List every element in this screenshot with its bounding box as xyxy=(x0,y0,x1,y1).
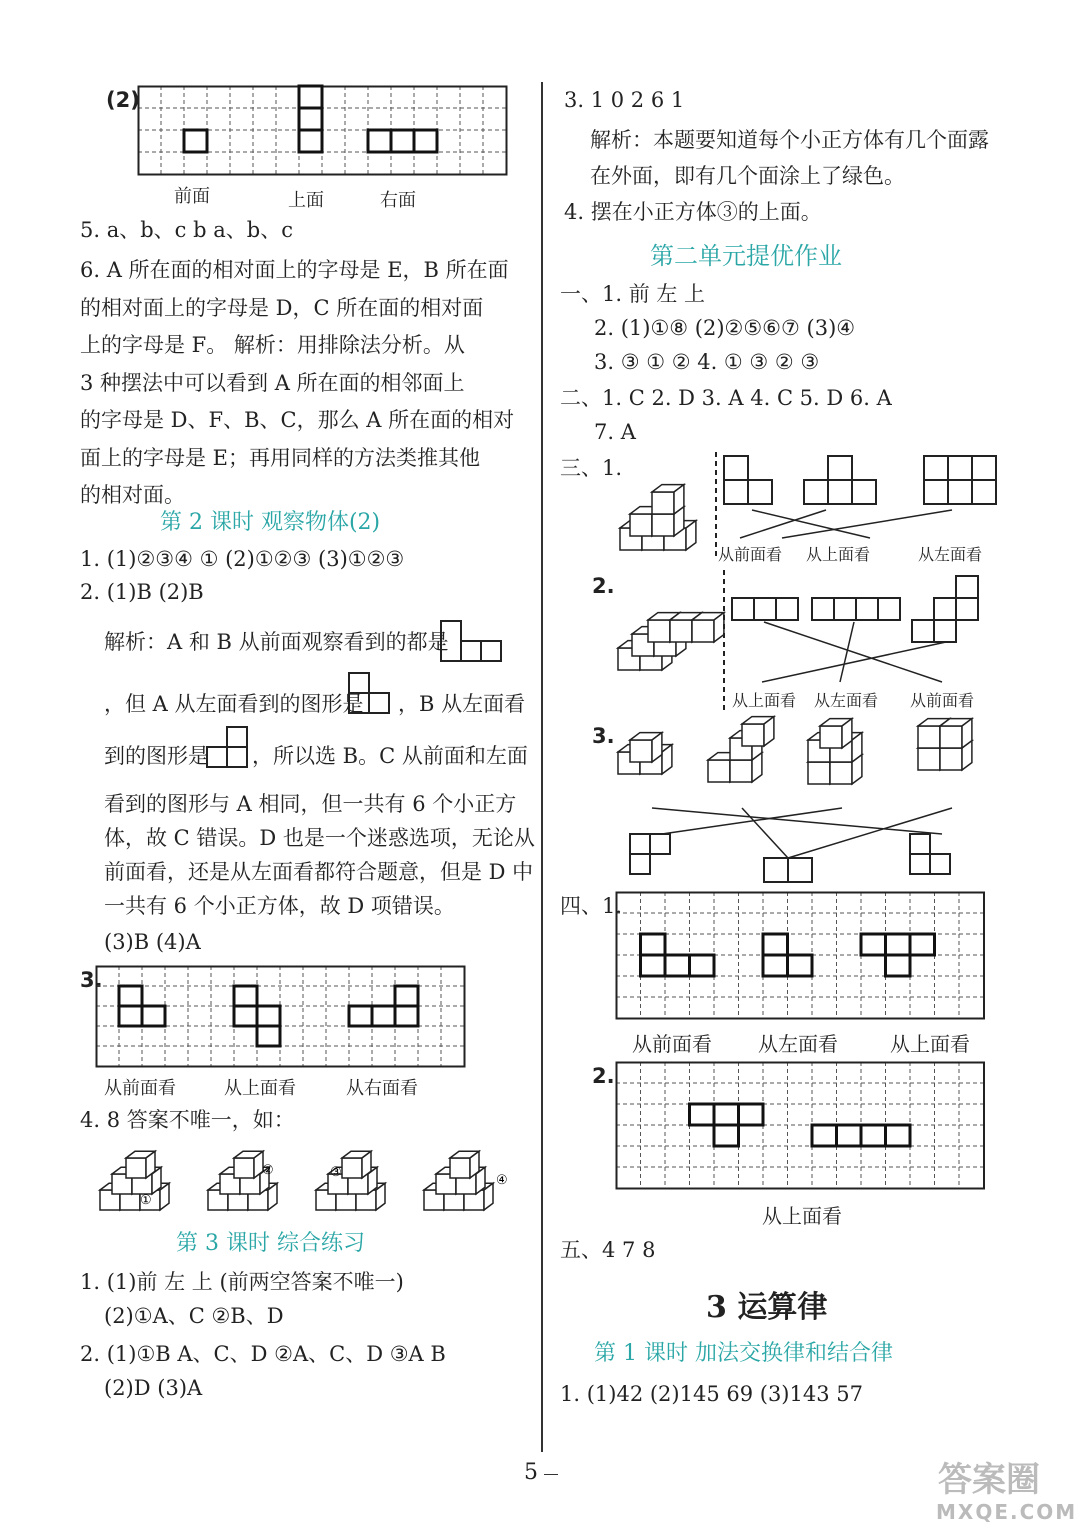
view-label: 从前面看 xyxy=(104,1078,176,1099)
shape-left-a xyxy=(348,672,398,718)
cube-front xyxy=(830,762,852,784)
match-line xyxy=(782,510,952,538)
view-label: 从上面看 xyxy=(762,1204,842,1228)
r-answer-3: 3. 1 0 2 6 1 xyxy=(564,88,685,112)
view-label: 从上面看 xyxy=(890,1032,970,1056)
cube-front xyxy=(342,1158,362,1178)
shaded-cell xyxy=(391,130,414,152)
view-square xyxy=(828,480,852,504)
shaded-cell xyxy=(739,1104,764,1125)
l2-analysis: ，所以选 B。C 从前面和左面 xyxy=(252,744,528,768)
view-square xyxy=(630,834,650,854)
shaded-cell xyxy=(641,955,666,976)
view-label: 从右面看 xyxy=(346,1078,418,1099)
view-square xyxy=(924,480,948,504)
cube-marker: ① xyxy=(140,1193,152,1208)
view-square xyxy=(878,598,900,620)
shaded-cell xyxy=(349,1006,372,1026)
match-line xyxy=(762,642,946,682)
view-square xyxy=(948,480,972,504)
shaded-cell xyxy=(763,955,788,976)
lesson2-title: 第 2 课时 观察物体(2) xyxy=(160,510,381,535)
chapter-title: 3 运算律 xyxy=(706,1290,828,1325)
page-number-dash xyxy=(544,1474,558,1475)
shaded-cell xyxy=(690,955,715,976)
s1-answer-1: 一、1. 前 左 上 xyxy=(560,282,706,306)
cube-front xyxy=(808,762,830,784)
r-answer-3-analysis: 解析：本题要知道每个小正方体有几个面露 xyxy=(590,128,989,152)
l3-answer-1a: 1. (1)前 左 上 (前两空答案不唯一) xyxy=(80,1270,404,1294)
cube-front xyxy=(652,514,674,536)
answer-5: 5. a、b、c b a、b、c xyxy=(80,218,293,242)
shaded-cell xyxy=(886,955,911,976)
cube-front xyxy=(450,1158,470,1178)
lesson1-title: 第 1 课时 加法交换律和结合律 xyxy=(594,1341,893,1366)
view-square xyxy=(910,834,930,854)
s2-answers-2: 7. A xyxy=(594,420,636,444)
s2-answers: 二、1. C 2. D 3. A 4. C 5. D 6. A xyxy=(560,386,892,410)
unit-title: 第二单元提优作业 xyxy=(650,242,842,270)
shaded-cell xyxy=(910,934,935,955)
s4-q2-label: 2. xyxy=(592,1064,615,1088)
view-square xyxy=(948,456,972,480)
l2-analysis: 解析：A 和 B 从前面观察看到的都是 xyxy=(104,630,449,654)
shaded-cell xyxy=(837,1125,862,1146)
l2-analysis: 到的图形是 xyxy=(104,744,209,768)
view-label: 从前面看 xyxy=(910,691,975,710)
view-square xyxy=(852,480,876,504)
cube-arrangements xyxy=(92,1140,512,1220)
r-answer-4: 4. 摆在小正方体③的上面。 xyxy=(564,200,822,224)
cube-front xyxy=(126,1158,146,1178)
text-line: 3 种摆法中可以看到 A 所在面的相邻面上 xyxy=(80,370,465,395)
l2-analysis: ，B 从左面看 xyxy=(398,692,526,716)
text-line: 前面看，还是从左面看都符合题意，但是 D 中 xyxy=(104,860,534,884)
cube-front xyxy=(648,620,670,642)
shaded-cell xyxy=(886,934,911,955)
shaded-cell xyxy=(886,1125,911,1146)
shaded-cell xyxy=(299,130,322,152)
view-square xyxy=(650,834,670,854)
lesson3-title: 第 3 课时 综合练习 xyxy=(176,1231,365,1256)
view-square xyxy=(972,480,996,504)
view-square xyxy=(804,480,828,504)
shaded-cell xyxy=(119,1006,142,1026)
l2-answer-2b: (3)B (4)A xyxy=(104,930,201,954)
cube-marker: ② xyxy=(262,1163,274,1178)
page-number: 5 xyxy=(524,1460,538,1485)
cube-front xyxy=(234,1158,254,1178)
s1-answer-3: 3. ③ ① ② 4. ① ③ ② ③ xyxy=(594,350,820,374)
l2-answer-3-grid xyxy=(96,966,476,1070)
cube-marker: ④ xyxy=(496,1173,508,1188)
cube-marker: ③ xyxy=(330,1165,342,1180)
cube-front xyxy=(730,760,752,782)
view-label: 右面 xyxy=(380,190,416,211)
shaded-cell xyxy=(142,1006,165,1026)
view-square xyxy=(788,858,812,882)
shape-left-b xyxy=(206,726,256,772)
view-label: 从前面看 xyxy=(632,1032,712,1056)
shaded-cell xyxy=(414,130,437,152)
cube-front xyxy=(742,724,764,746)
r-answer-3-analysis: 在外面，即有几个面涂上了绿色。 xyxy=(590,164,905,188)
shaded-cell xyxy=(714,1125,739,1146)
shaded-cell xyxy=(861,934,886,955)
view-square xyxy=(956,576,978,598)
shaded-cell xyxy=(299,108,322,130)
view-label: 从上面看 xyxy=(732,691,797,710)
view-square xyxy=(630,854,650,874)
l2-answer-2: 2. (1)B (2)B xyxy=(80,580,204,604)
text-line: 体，故 C 错误。D 也是一个迷惑选项，无论从 xyxy=(104,826,535,850)
shaded-cell xyxy=(368,130,391,152)
cube-front xyxy=(692,620,714,642)
shaded-cell xyxy=(184,130,207,152)
view-square xyxy=(754,598,776,620)
l3-answer-2a: 2. (1)①B A、C、D ②A、C、D ③A B xyxy=(80,1342,446,1366)
view-label: 从左面看 xyxy=(814,691,879,710)
cube-front xyxy=(670,620,692,642)
l2-answer-1: 1. (1)②③④ ① (2)①②③ (3)①②③ xyxy=(80,547,405,571)
view-square xyxy=(724,456,748,480)
view-square xyxy=(956,598,978,620)
l2-analysis: ，但 A 从左面看到的图形是 xyxy=(104,692,364,716)
s5-answers: 五、4 7 8 xyxy=(560,1238,656,1262)
shaded-cell xyxy=(714,1104,739,1125)
shaded-cell xyxy=(372,1006,395,1026)
s3-q1-label: 三、1. xyxy=(560,456,623,480)
view-square xyxy=(930,854,950,874)
cube-front xyxy=(918,748,940,770)
view-square xyxy=(834,598,856,620)
view-label: 前面 xyxy=(174,186,210,207)
shaded-cell xyxy=(690,1104,715,1125)
cube-front xyxy=(918,726,940,748)
cube-front xyxy=(940,726,962,748)
shaded-cell xyxy=(395,1006,418,1026)
shape-front xyxy=(440,620,510,662)
s3-q2-label: 2. xyxy=(592,574,615,598)
shaded-cell xyxy=(257,1026,280,1046)
l3-answer-1b: (2)①A、C ②B、D xyxy=(104,1304,284,1328)
watermark-url: MXQE.COM xyxy=(936,1500,1078,1524)
match-line xyxy=(652,808,942,834)
l3-answer-2b: (2)D (3)A xyxy=(104,1376,203,1400)
view-square xyxy=(934,598,956,620)
view-square xyxy=(812,598,834,620)
view-label: 从上面看 xyxy=(224,1078,296,1099)
left-q2-label: (2) xyxy=(106,88,140,112)
view-square xyxy=(764,858,788,882)
shaded-cell xyxy=(257,1006,280,1026)
shaded-cell xyxy=(234,986,257,1006)
text-line: 一共有 6 个小正方体，故 D 项错误。 xyxy=(104,894,455,918)
shaded-cell xyxy=(861,1125,886,1146)
shaded-cell xyxy=(395,986,418,1006)
view-square xyxy=(934,620,956,642)
shaded-cell xyxy=(299,86,322,108)
view-label: 从左面看 xyxy=(918,545,983,564)
cube-front xyxy=(708,760,730,782)
cube-front xyxy=(940,748,962,770)
view-square xyxy=(732,598,754,620)
cube-front xyxy=(820,726,842,748)
view-square xyxy=(910,854,930,874)
cube-front xyxy=(630,740,652,762)
view-label: 上面 xyxy=(288,190,324,211)
s3-q3-figure xyxy=(612,722,1012,882)
shaded-cell xyxy=(665,955,690,976)
text-line: 看到的图形与 A 相同，但一共有 6 个小正方 xyxy=(104,792,517,816)
view-square xyxy=(776,598,798,620)
shaded-cell xyxy=(119,986,142,1006)
shaded-cell xyxy=(763,934,788,955)
text-line: 上的字母是 F。 解析：用排除法分析。从 xyxy=(80,333,465,357)
left-q2-grid xyxy=(138,86,518,178)
text-line: 的字母是 D、F、B、C，那么 A 所在面的相对 xyxy=(80,408,515,432)
l1-answer-1: 1. (1)42 (2)145 69 (3)143 57 xyxy=(560,1382,863,1406)
l2-answer-3-label: 3. xyxy=(80,968,103,992)
match-line xyxy=(764,622,942,682)
text-line: 的相对面上的字母是 D，C 所在面的相对面 xyxy=(80,295,484,320)
text-line: 6. A 所在面的相对面上的字母是 E，B 所在面 xyxy=(80,258,509,282)
text-line: 的相对面。 xyxy=(80,483,185,507)
shaded-cell xyxy=(788,955,813,976)
shaded-cell xyxy=(234,1006,257,1026)
view-square xyxy=(828,456,852,480)
s1-answer-2: 2. (1)①⑧ (2)②⑤⑥⑦ (3)④ xyxy=(594,316,856,340)
view-label: 从左面看 xyxy=(758,1032,838,1056)
l2-answer-4: 4. 8 答案不唯一，如： xyxy=(80,1108,295,1132)
s4-q2-grid xyxy=(616,1062,988,1192)
s4-q1-grid xyxy=(616,892,988,1022)
cube-front xyxy=(630,514,652,536)
match-line xyxy=(742,808,788,858)
s3-q3-label: 3. xyxy=(592,724,615,748)
shaded-cell xyxy=(641,934,666,955)
shaded-cell xyxy=(812,1125,837,1146)
view-square xyxy=(724,480,748,504)
text-line: 面上的字母是 E；再用同样的方法类推其他 xyxy=(80,445,481,470)
view-label: 从上面看 xyxy=(806,545,871,564)
s4-q1-label: 四、1. xyxy=(560,894,623,918)
cube-front xyxy=(652,492,674,514)
view-square xyxy=(924,456,948,480)
watermark-logo: 答案圈 xyxy=(938,1460,1040,1500)
view-square xyxy=(856,598,878,620)
view-square xyxy=(748,480,772,504)
view-square xyxy=(912,620,934,642)
view-square xyxy=(972,456,996,480)
view-label: 从前面看 xyxy=(718,545,783,564)
column-divider xyxy=(541,82,543,1452)
